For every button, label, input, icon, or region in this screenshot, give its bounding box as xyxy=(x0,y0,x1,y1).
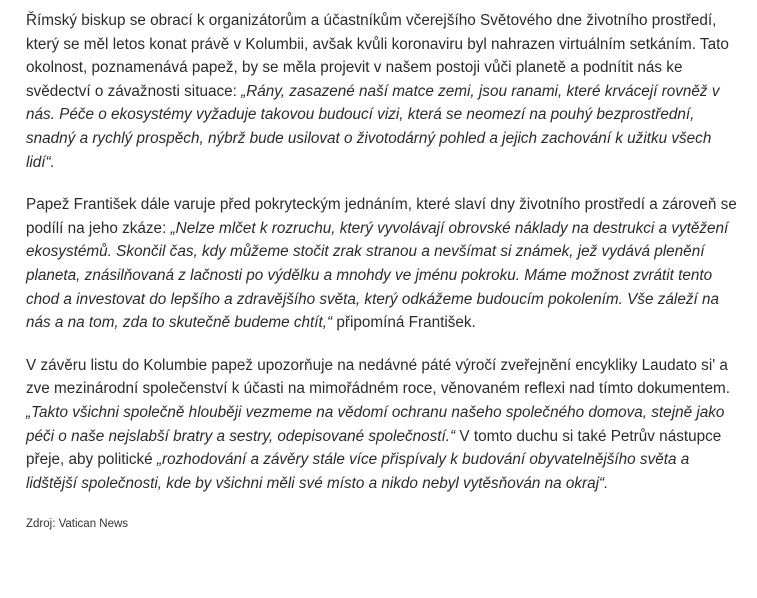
paragraph-2-attribution: připomíná František. xyxy=(332,314,476,332)
source-credit: Zdroj: Vatican News xyxy=(26,518,129,531)
paragraph-3-quote-1: „Takto všichni společně hlouběji vezmeme na vědomí ochranu našeho společného domova, stejně jako péči o naše nejslabší bratry a sestry, odepisované společností.“ xyxy=(26,403,725,445)
paragraph-1 xyxy=(26,9,742,174)
paragraph-3-text: V závěru listu do Kolumbie papež upozorňuje na nedávné páté výročí zveřejnění encykliky Laudato si' a zve mezinárodní společenství k účasti na mimořádném roce, věnovaném reflexi nad tímto dokumentem. xyxy=(26,356,730,398)
paragraph-3-text-2: V tomto duchu si také Petrův nástupce přeje, aby politické xyxy=(26,427,722,469)
paragraph-3 xyxy=(26,354,742,496)
paragraph-1-text: Římský biskup se obrací k organizátorům a účastníkům včerejšího Světového dne životního prostředí, který se měl letos konat právě v Kolumbii, avšak kvůli koronaviru byl nahrazen virtuálním setkáním. Tato okolnost, poznamenává papež, by se měla projevit v našem postoji vůči planetě a podnítit nás ke svědectví o závažnosti situace: xyxy=(26,12,729,100)
paragraph-2-text: Papež František dále varuje před pokryteckým jednáním, které slaví dny životního prostředí a zároveň se podílí na jeho zkáze: xyxy=(26,196,737,237)
paragraph-1-quote: „Rány, zasazené naší matce zemi, jsou ranami, které krvácejí rovněž v nás. Péče o ekosystémy vyžaduje takovou budoucí vizi, která se neomezí na pouhý bezprostřední, snadný a rychlý prospěch, nýbrž bude usilovat o životodárný pohled a jejich zachování k užitku všech lidí“. xyxy=(26,82,720,171)
paragraph-2-quote: „Nelze mlčet k rozruchu, který vyvolávají obrovské náklady na destrukci a vytěžení ekosystémů. Skončil čas, kdy můžeme stočit zrak stranou a nevšímat si známek, jež vydává plenění planeta, znásilňovaná z lačnosti po výdělku a mnohdy ve jménu pokroku. Máme možnost zvrátit tento chod a investovat do lepšího a zdravějšího světa, který odkážeme budoucím pokolením. Vše záleží na nás a na tom, zda to skutečně budeme chtít,“ xyxy=(26,219,729,332)
paragraph-2 xyxy=(26,193,742,335)
paragraph-3-quote-2: „rozhodování a závěry stále více přispívaly k budování obyvatelnějšího světa a lidštější společnosti, kde by všichni měli své místo a nikdo nebyl vytěsňován na okraj“. xyxy=(26,451,690,492)
